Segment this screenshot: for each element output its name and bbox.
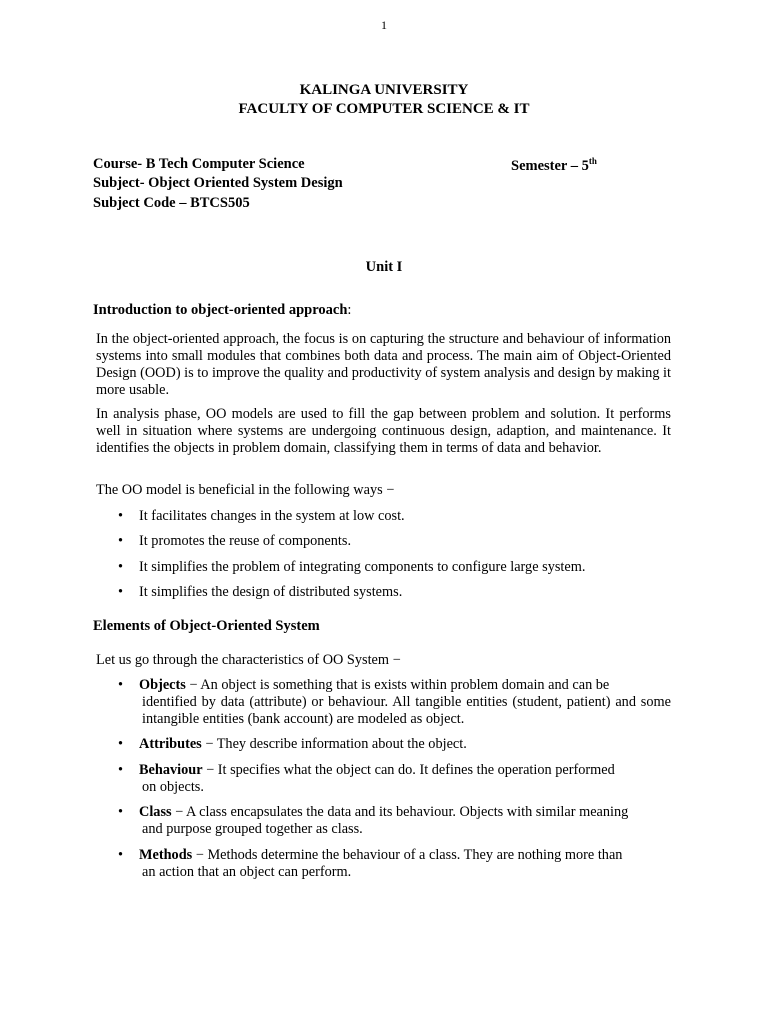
benefit-item: It facilitates changes in the system at low cost. (139, 508, 405, 524)
intro-heading (93, 302, 351, 319)
element-body (139, 847, 671, 881)
element-body (139, 762, 671, 796)
element-term: Attributes (139, 736, 202, 752)
element-definition-cont: identified by data (attribute) or behaviour. All tangible entities (student, patient) and some intangible entities (bank account) are modeled as object. (142, 694, 671, 727)
intro-heading-colon: : (347, 302, 352, 318)
element-term: Class (139, 804, 172, 820)
element-term: Methods (139, 847, 193, 863)
elements-heading: Elements of Object-Oriented System (93, 618, 320, 634)
element-definition: Methods determine the behaviour of a class. They are nothing more than (207, 847, 623, 863)
element-item-objects (118, 677, 671, 728)
page-number: 1 (381, 18, 387, 32)
element-definition: They describe information about the object. (216, 736, 467, 752)
benefit-item: It simplifies the design of distributed systems. (139, 584, 403, 600)
element-definition: It specifies what the object can do. It defines the operation performed (217, 762, 615, 778)
subject-line: Subject- Object Oriented System Design (93, 175, 343, 191)
element-term: Behaviour (139, 762, 203, 778)
bullet-icon: • (118, 584, 124, 600)
elements-intro: Let us go through the characteristics of OO System − (96, 652, 401, 668)
benefit-item: It promotes the reuse of components. (139, 533, 352, 549)
bullet-icon: • (118, 508, 124, 524)
bullet-icon: • (118, 559, 124, 575)
bullet-icon: • (118, 736, 124, 752)
element-body (139, 804, 671, 838)
unit-title: Unit I (365, 259, 403, 275)
intro-heading-text: Introduction to object-oriented approach (93, 302, 348, 318)
element-definition: An object is something that is exists within problem domain and can be (200, 677, 610, 693)
bullet-icon: • (118, 847, 124, 863)
bullet-icon: • (118, 533, 124, 549)
element-separator: − (185, 677, 201, 693)
semester-label: Semester – 5 (511, 157, 589, 174)
element-item-behaviour (118, 762, 671, 796)
element-body (139, 677, 671, 728)
intro-paragraph-2: In analysis phase, OO models are used to fill the gap between problem and solution. It performs well in situation where systems are undergoing continuous design, adaption, and maintenance. It identifies the objects in problem domain, classifying them in terms of data and behavior. (96, 406, 671, 456)
faculty-name: FACULTY OF COMPUTER SCIENCE & IT (238, 101, 530, 117)
intro-paragraph-1: In the object-oriented approach, the focus is on capturing the structure and behaviour of information systems into small modules that combines both data and process. The main aim of Object-Oriented Design (OOD) is to improve the quality and productivity of system analysis and design by making it more usable. (96, 331, 671, 398)
element-definition-cont: on objects. (142, 779, 204, 795)
university-name: KALINGA UNIVERSITY (299, 82, 469, 98)
benefit-item: It simplifies the problem of integrating components to configure large system. (139, 559, 586, 575)
benefits-intro: The OO model is beneficial in the following ways − (96, 482, 395, 498)
bullet-icon: • (118, 677, 124, 693)
course-line: Course- B Tech Computer Science (93, 156, 305, 172)
element-separator: − (192, 847, 208, 863)
element-separator: − (202, 762, 218, 778)
bullet-icon: • (118, 762, 124, 778)
element-item-methods (118, 847, 671, 881)
element-definition: A class encapsulates the data and its behaviour. Objects with similar meaning (186, 804, 629, 820)
semester-suffix: th (588, 156, 597, 166)
element-body (139, 736, 671, 753)
element-term: Objects (139, 677, 186, 693)
element-item-class (118, 804, 671, 838)
element-definition-cont: and purpose grouped together as class. (142, 821, 363, 837)
element-separator: − (171, 804, 187, 820)
element-separator: − (201, 736, 217, 752)
element-item-attributes (118, 736, 671, 753)
semester-line (511, 156, 597, 175)
bullet-icon: • (118, 804, 124, 820)
element-definition-cont: an action that an object can perform. (142, 864, 352, 880)
subject-code-line: Subject Code – BTCS505 (93, 195, 250, 211)
